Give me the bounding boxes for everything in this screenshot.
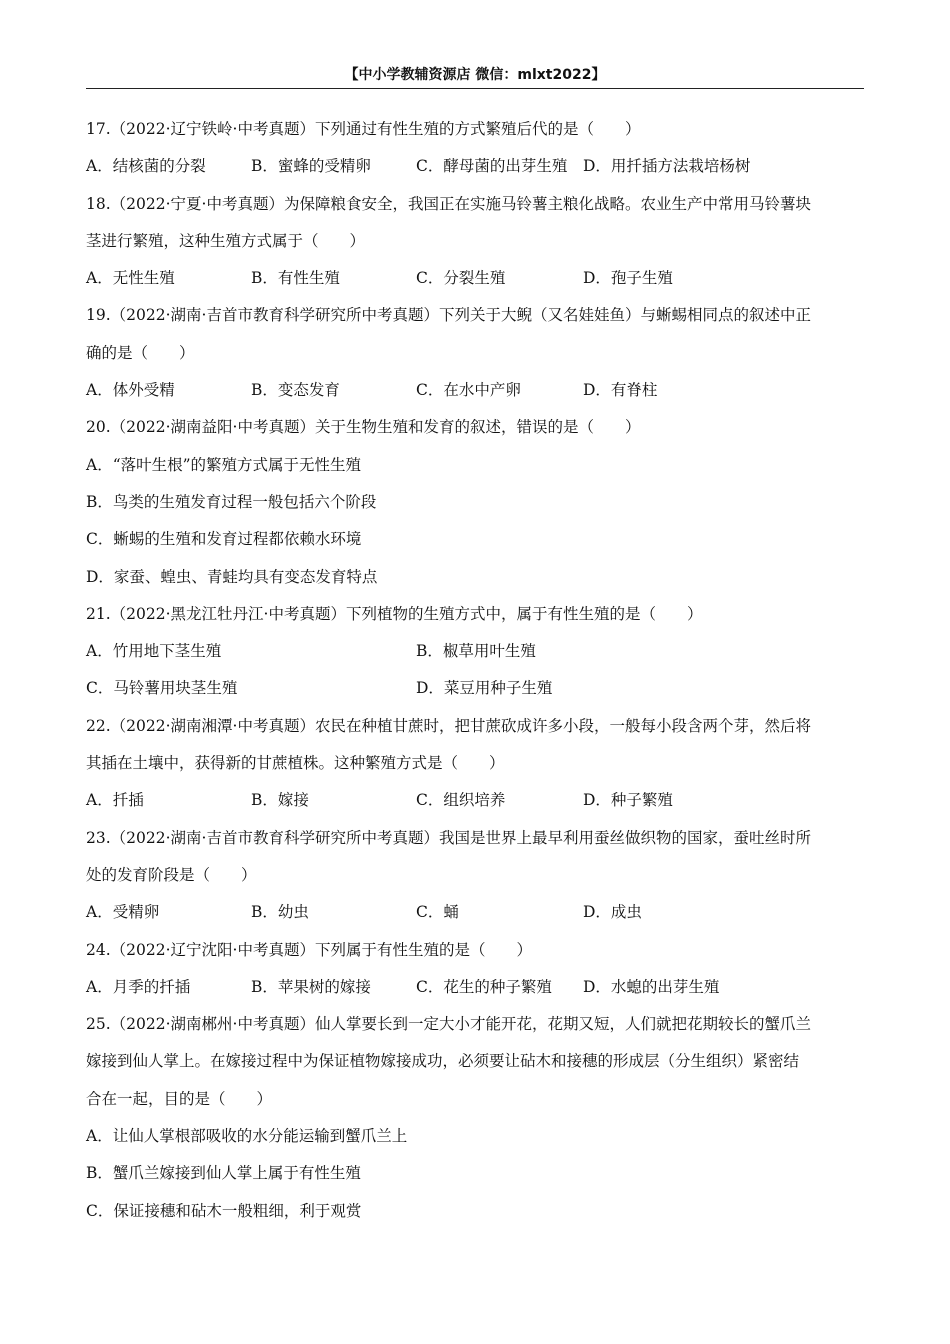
option-a: A．月季的扦插	[86, 977, 191, 996]
question-22	[86, 708, 866, 820]
option-d: D．家蚕、蝗虫、青蛙均具有变态发育特点	[86, 567, 378, 586]
option-c: C．蜥蜴的生殖和发育过程都依赖水环境	[86, 530, 362, 549]
question-stem: 21.（2022·黑龙江牡丹江·中考真题）下列植物的生殖方式中，属于有性生殖的是（ ）	[86, 604, 703, 623]
option-c: C．酵母菌的出芽生殖	[416, 157, 568, 176]
question-stem: 19.（2022·湖南·吉首市教育科学研究所中考真题）下列关于大鲵（又名娃娃鱼）与蜥蜴相同点的叙述中正	[86, 306, 811, 325]
option-row	[86, 969, 866, 1006]
option-row	[86, 782, 866, 819]
option-b: B．椒草用叶生殖	[416, 642, 536, 661]
option-d: D．水螅的出芽生殖	[583, 977, 720, 996]
header-divider	[86, 88, 864, 89]
question-17	[86, 111, 866, 186]
option-c: C．马铃薯用块茎生殖	[86, 679, 238, 698]
question-18	[86, 186, 866, 298]
question-21	[86, 596, 866, 708]
option-b: B．苹果树的嫁接	[251, 977, 371, 996]
option-row	[86, 670, 866, 707]
option-d: D．孢子生殖	[583, 269, 673, 288]
option-b: B．幼虫	[251, 903, 309, 922]
option-b: B．鸟类的生殖发育过程一般包括六个阶段	[86, 492, 377, 511]
option-a: A．扦插	[86, 791, 144, 810]
option-a: A．“落叶生根”的繁殖方式属于无性生殖	[86, 455, 362, 474]
question-stem-cont: 合在一起，目的是（ ）	[86, 1089, 273, 1108]
option-row	[86, 633, 866, 670]
question-stem: 20.（2022·湖南益阳·中考真题）关于生物生殖和发育的叙述，错误的是（ ）	[86, 418, 641, 437]
question-list	[86, 111, 866, 1230]
option-d: D．种子繁殖	[583, 791, 673, 810]
option-b: B．嫁接	[251, 791, 309, 810]
option-c: C．花生的种子繁殖	[416, 977, 552, 996]
option-b: B．变态发育	[251, 381, 340, 400]
question-stem: 22.（2022·湖南湘潭·中考真题）农民在种植甘蔗时，把甘蔗砍成许多小段，一般每小段含两个芽，然后将	[86, 716, 811, 735]
question-stem: 17.（2022·辽宁铁岭·中考真题）下列通过有性生殖的方式繁殖后代的是（ ）	[86, 120, 641, 138]
question-stem-cont: 确的是（ ）	[86, 343, 195, 362]
option-c: C．在水中产卵	[416, 381, 521, 400]
option-d: D．有脊柱	[583, 381, 658, 400]
option-b: B．有性生殖	[251, 269, 340, 288]
question-20	[86, 409, 866, 595]
question-stem: 24.（2022·辽宁沈阳·中考真题）下列属于有性生殖的是（ ）	[86, 940, 532, 959]
option-row	[86, 260, 866, 297]
option-b: B．蟹爪兰嫁接到仙人掌上属于有性生殖	[86, 1164, 361, 1183]
option-a: A．竹用地下茎生殖	[86, 642, 222, 661]
option-a: A．受精卵	[86, 903, 160, 922]
question-19	[86, 297, 866, 409]
question-stem: 25.（2022·湖南郴州·中考真题）仙人掌要长到一定大小才能开花，花期又短，人们就把花期较长的蟹爪兰	[86, 1015, 811, 1034]
option-c: C．组织培养	[416, 791, 506, 810]
option-row	[86, 894, 866, 931]
option-b: B．蜜蜂的受精卵	[251, 157, 371, 176]
question-stem-cont: 嫁接到仙人掌上。在嫁接过程中为保证植物嫁接成功，必须要让砧木和接穗的形成层（分生组织）紧密结	[86, 1052, 800, 1071]
option-a: A．让仙人掌根部吸收的水分能运输到蟹爪兰上	[86, 1127, 408, 1146]
question-stem: 18.（2022·宁夏·中考真题）为保障粮食安全，我国正在实施马铃薯主粮化战略。农业生产中常用马铃薯块	[86, 194, 811, 213]
option-row	[86, 372, 866, 409]
option-a: A．结核菌的分裂	[86, 157, 206, 176]
option-a: A．无性生殖	[86, 269, 175, 288]
option-d: D．用扦插方法栽培杨树	[583, 157, 751, 176]
question-stem-cont: 茎进行繁殖，这种生殖方式属于（ ）	[86, 231, 366, 250]
option-row	[86, 148, 866, 185]
question-stem-cont: 其插在土壤中，获得新的甘蔗植株。这种繁殖方式是（ ）	[86, 754, 505, 773]
question-23	[86, 820, 866, 932]
question-25	[86, 1006, 866, 1230]
question-stem: 23.（2022·湖南·吉首市教育科学研究所中考真题）我国是世界上最早利用蚕丝做织物的国家，蚕吐丝时所	[86, 828, 811, 847]
option-c: C．分裂生殖	[416, 269, 506, 288]
option-c: C．蛹	[416, 903, 459, 922]
page-header: 【中小学教辅资源店 微信：mlxt2022】	[344, 67, 606, 83]
option-a: A．体外受精	[86, 381, 175, 400]
option-c: C．保证接穗和砧木一般粗细，利于观赏	[86, 1201, 362, 1220]
question-24	[86, 932, 866, 1007]
option-d: D．成虫	[583, 903, 642, 922]
question-stem-cont: 处的发育阶段是（ ）	[86, 865, 257, 884]
option-d: D．菜豆用种子生殖	[416, 679, 553, 698]
